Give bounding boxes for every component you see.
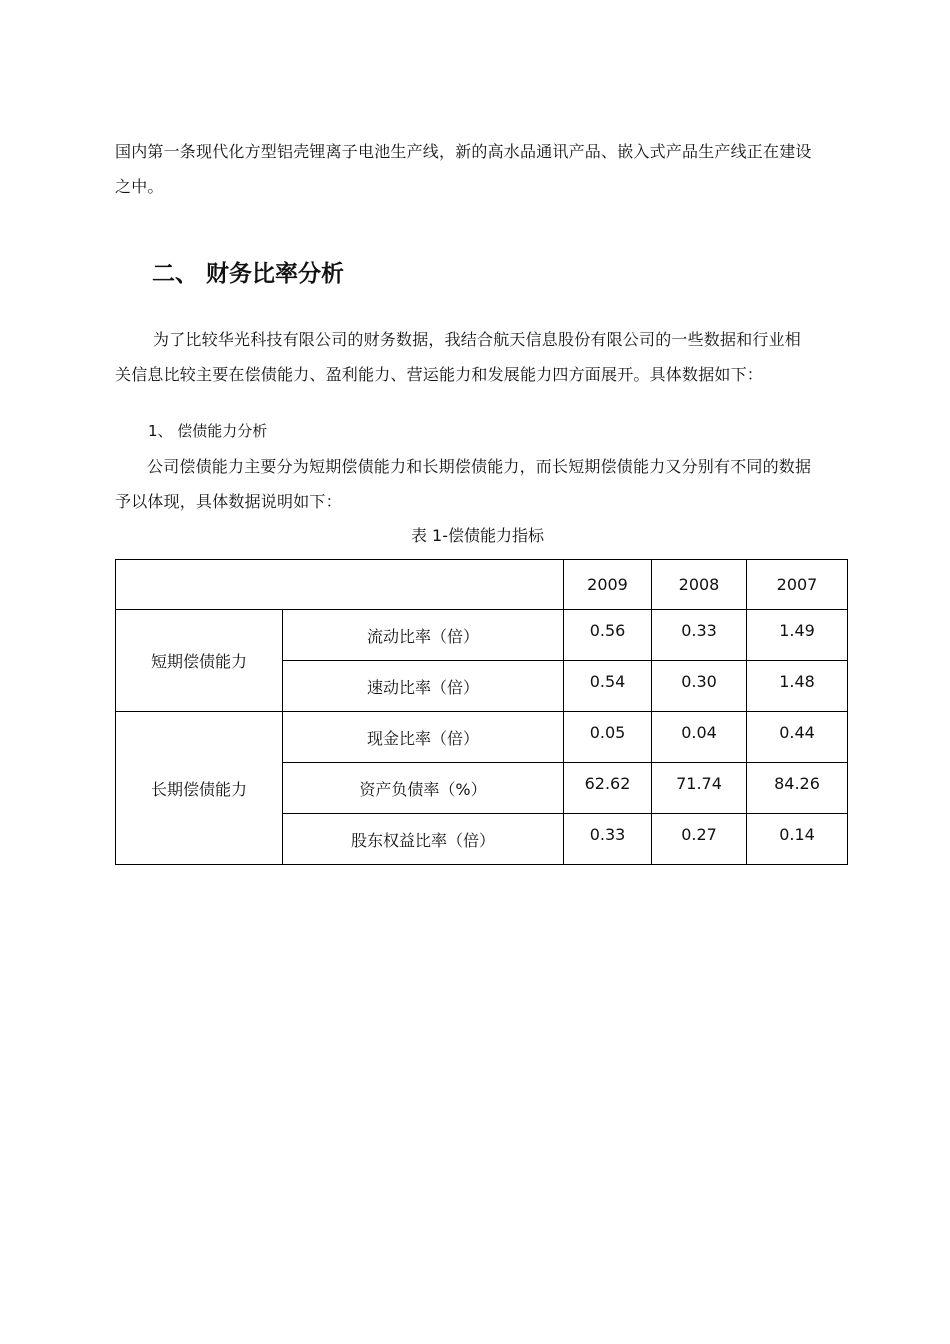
subsection-paragraph-line-2: 予以体现，具体数据说明如下： (115, 492, 342, 511)
metric-value: 84.26 (747, 763, 848, 814)
metric-label: 速动比率（倍） (283, 661, 564, 712)
year-header: 2009 (564, 560, 652, 610)
group-label: 长期偿债能力 (116, 712, 283, 865)
subsection-paragraph (115, 449, 840, 519)
table-header-row (116, 560, 848, 610)
metric-value: 0.33 (564, 814, 652, 865)
intro-line-2: 之中。 (115, 177, 164, 196)
intro-line-1: 国内第一条现代化方型铝壳锂离子电池生产线，新的高水品通讯产品、嵌入式产品生产线正在建设 (115, 142, 812, 161)
section-paragraph-line-2: 关信息比较主要在偿债能力、盈利能力、营运能力和发展能力四方面展开。具体数据如下： (115, 365, 764, 384)
metric-value: 0.05 (564, 712, 652, 763)
section-paragraph (115, 322, 840, 392)
year-header: 2007 (747, 560, 848, 610)
metric-value: 0.27 (652, 814, 747, 865)
metric-value: 62.62 (564, 763, 652, 814)
metric-value: 0.14 (747, 814, 848, 865)
metric-value: 71.74 (652, 763, 747, 814)
group-label: 短期偿债能力 (116, 610, 283, 712)
metric-label: 现金比率（倍） (283, 712, 564, 763)
metric-label: 股东权益比率（倍） (283, 814, 564, 865)
metric-value: 1.48 (747, 661, 848, 712)
solvency-table (115, 559, 848, 865)
table-row (116, 610, 848, 661)
metric-value: 0.30 (652, 661, 747, 712)
metric-value: 1.49 (747, 610, 848, 661)
table-caption: 表 1-偿债能力指标 (410, 526, 545, 545)
section-heading: 二、 财务比率分析 (152, 261, 345, 287)
metric-value: 0.33 (652, 610, 747, 661)
intro-paragraph (115, 134, 840, 204)
header-empty-cell (116, 560, 564, 610)
metric-value: 0.54 (564, 661, 652, 712)
metric-label: 资产负债率（%） (283, 763, 564, 814)
subsection-heading: 1、 偿债能力分析 (148, 422, 268, 440)
subsection-paragraph-line-1: 公司偿债能力主要分为短期偿债能力和长期偿债能力，而长短期偿债能力又分别有不同的数据 (147, 457, 812, 476)
year-header: 2008 (652, 560, 747, 610)
metric-value: 0.44 (747, 712, 848, 763)
table-row (116, 712, 848, 763)
metric-label: 流动比率（倍） (283, 610, 564, 661)
metric-value: 0.04 (652, 712, 747, 763)
section-paragraph-line-1: 为了比较华光科技有限公司的财务数据，我结合航天信息股份有限公司的一些数据和行业相 (153, 330, 802, 349)
metric-value: 0.56 (564, 610, 652, 661)
